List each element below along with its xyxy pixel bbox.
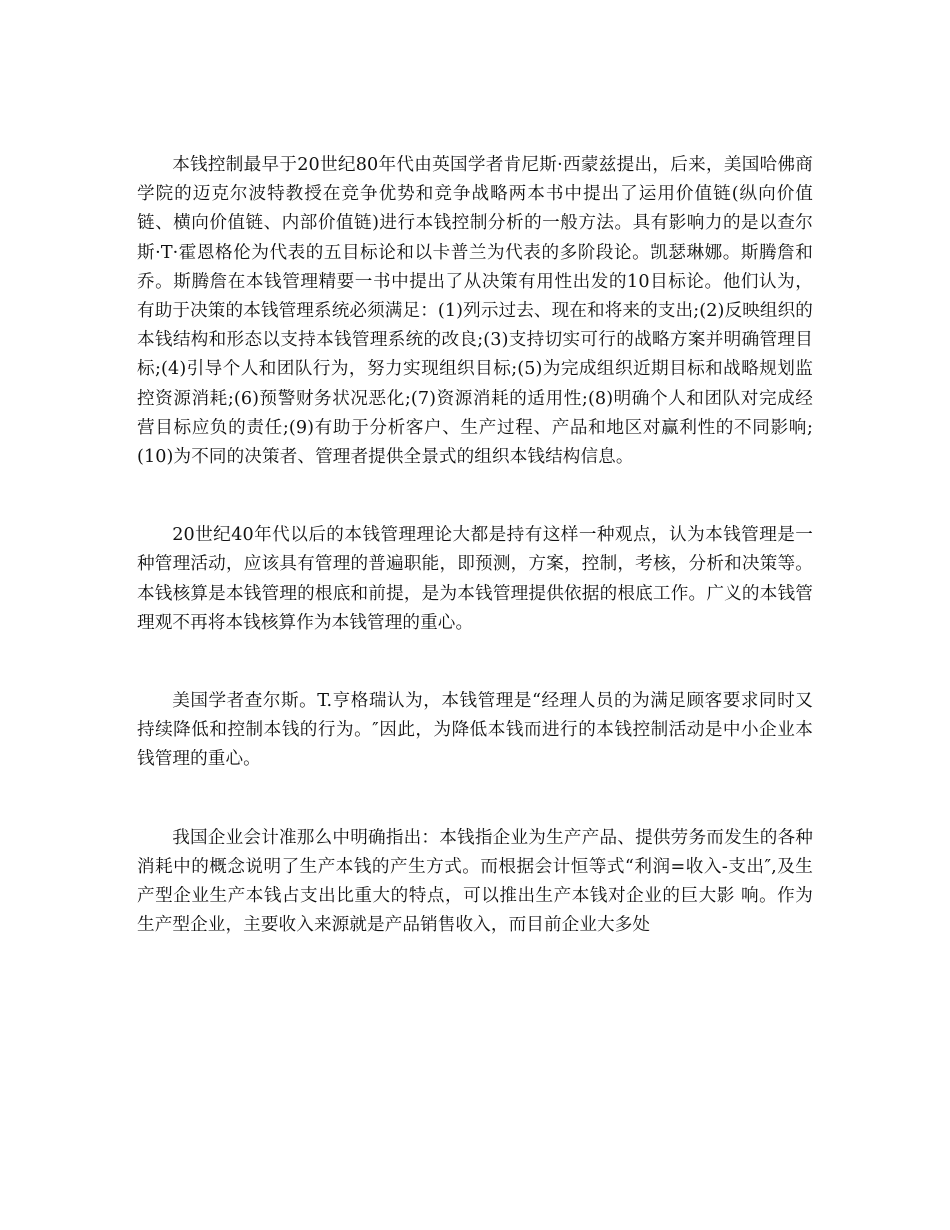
paragraph-horngren-definition: 美国学者查尔斯。T.亨格瑞认为，本钱管理是“经理人员的为满足顾客要求同时又持续降低和控制本钱的行为。″因此，为降低本钱而进行的本钱控制活动是中小企业本钱管理的重心。 — [137, 691, 813, 770]
paragraph-cost-control-history: 本钱控制最早于20世纪80年代由英国学者肯尼斯·西蒙兹提出，后来，美国哈佛商学院的迈克尔波特教授在竞争优势和竞争战略两本书中提出了运用价值链(纵向价值链、横向价值链、内部价值链)进行本钱控制分析的一般方法。具有影响力的是以查尔斯·T·霍恩格伦为代表的五目标论和以卡普兰为代表的多阶段论。凯瑟琳娜。斯腾詹和乔。斯腾詹在本钱管理精要一书中提出了从决策有用性出发的10目标论。他们认为，有助于决策的本钱管理系统必须满足：(1)列示过去、现在和将来的支出;(2)反映组织的本钱结构和形态以支持本钱管理系统的改良;(3)支持切实可行的战略方案并明确管理目标;(4)引导个人和团队行为，努力实现组织目标;(5)为完成组织近期目标和战略规划监控资源消耗;(6)预警财务状况恶化;(7)资源消耗的适用性;(8)明确个人和团队对完成经营目标应负的责任;(9)有助于分析客户、生产过程、产品和地区对赢利性的不同影响;(10)为不同的决策者、管理者提供全景式的组织本钱结构信息。 — [137, 155, 813, 468]
paragraph-accounting-standard: 我国企业会计准那么中明确指出：本钱指企业为生产产品、提供劳务而发生的各种消耗中的概念说明了生产本钱的产生方式。而根据会计恒等式“利润=收入-支出″,及生产型企业生产本钱占支出比重大的特点，可以推出生产本钱对企业的巨大影 响。作为生产型企业，主要收入来源就是产品销售收入，而目前企业大多处 — [137, 827, 813, 936]
paragraph-cost-management-theory: 20世纪40年代以后的本钱管理理论大都是持有这样一种观点，认为本钱管理是一种管理活动，应该具有管理的普遍职能，即预测，方案，控制，考核，分析和决策等。本钱核算是本钱管理的根底和前提，是为本钱管理提供依据的根底工作。广义的本钱管理观不再将本钱核算作为本钱管理的重心。 — [137, 525, 813, 633]
document-body — [137, 151, 813, 940]
